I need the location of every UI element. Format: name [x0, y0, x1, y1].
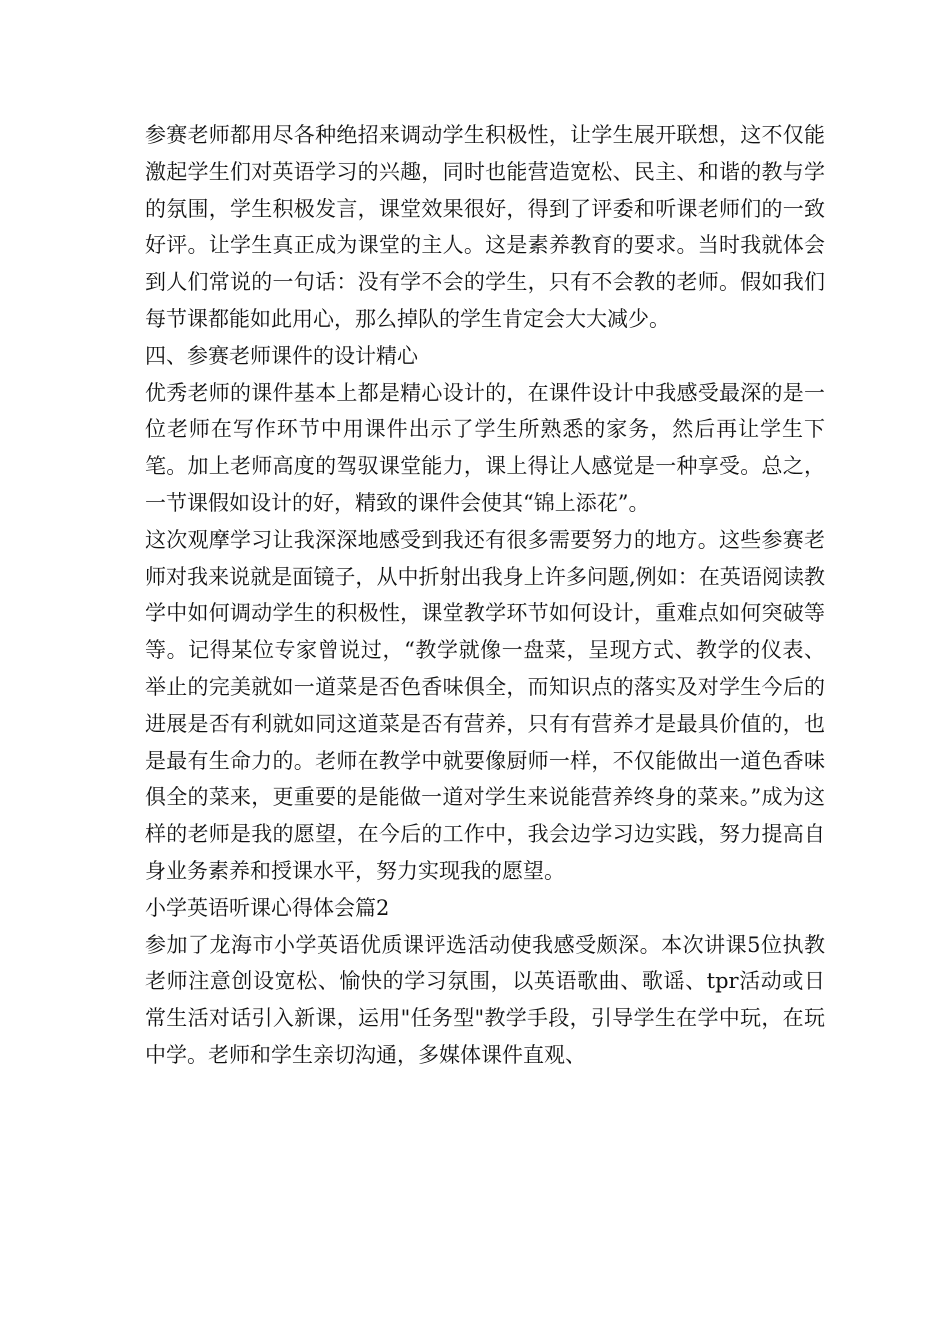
section-heading-article-2: 小学英语听课心得体会篇2 [145, 895, 390, 920]
paragraph-article-2-intro: 参加了龙海市小学英语优质课评选活动使我感受颇深。本次讲课5位执教老师注意创设宽松、愉快的学习氛围，以英语歌曲、歌谣、tpr活动或日常生活对话引入新课，运用"任务型"教学手段，引导学生在学中玩，在玩中学。老师和学生亲切沟通，多媒体课件直观、 [145, 932, 825, 1067]
document-body [145, 117, 825, 1074]
paragraph-student-engagement: 参赛老师都用尽各种绝招来调动学生积极性，让学生展开联想，这不仅能激起学生们对英语学习的兴趣，同时也能营造宽松、民主、和谐的教与学的氛围，学生积极发言，课堂效果很好，得到了评委和听课老师们的一致好评。让学生真正成为课堂的主人。这是素养教育的要求。当时我就体会到人们常说的一句话：没有学不会的学生，只有不会教的老师。假如我们每节课都能如此用心，那么掉队的学生肯定会大大减少。 [145, 123, 825, 331]
paragraph-courseware-design: 优秀老师的课件基本上都是精心设计的，在课件设计中我感受最深的是一位老师在写作环节中用课件出示了学生所熟悉的家务，然后再让学生下笔。加上老师高度的驾驭课堂能力，课上得让人感觉是一种享受。总之，一节课假如设计的好，精致的课件会使其“锦上添花”。 [145, 380, 825, 515]
paragraph-reflection: 这次观摩学习让我深深地感受到我还有很多需要努力的地方。这些参赛老师对我来说就是面镜子，从中折射出我身上许多问题,例如：在英语阅读教学中如何调动学生的积极性，课堂教学环节如何设计，重难点如何突破等等。记得某位专家曾说过，“教学就像一盘菜，呈现方式、教学的仪表、举止的完美就如一道菜是否色香味俱全，而知识点的落实及对学生今后的进展是否有利就如同这道菜是否有营养，只有有营养才是最具价值的，也是最有生命力的。老师在教学中就要像厨师一样，不仅能做出一道色香味俱全的菜来，更重要的是能做一道对学生来说能营养终身的菜来。”成为这样的老师是我的愿望，在今后的工作中，我会边学习边实践，努力提高自身业务素养和授课水平，努力实现我的愿望。 [145, 527, 825, 883]
section-heading-courseware: 四、参赛老师课件的设计精心 [145, 343, 418, 368]
